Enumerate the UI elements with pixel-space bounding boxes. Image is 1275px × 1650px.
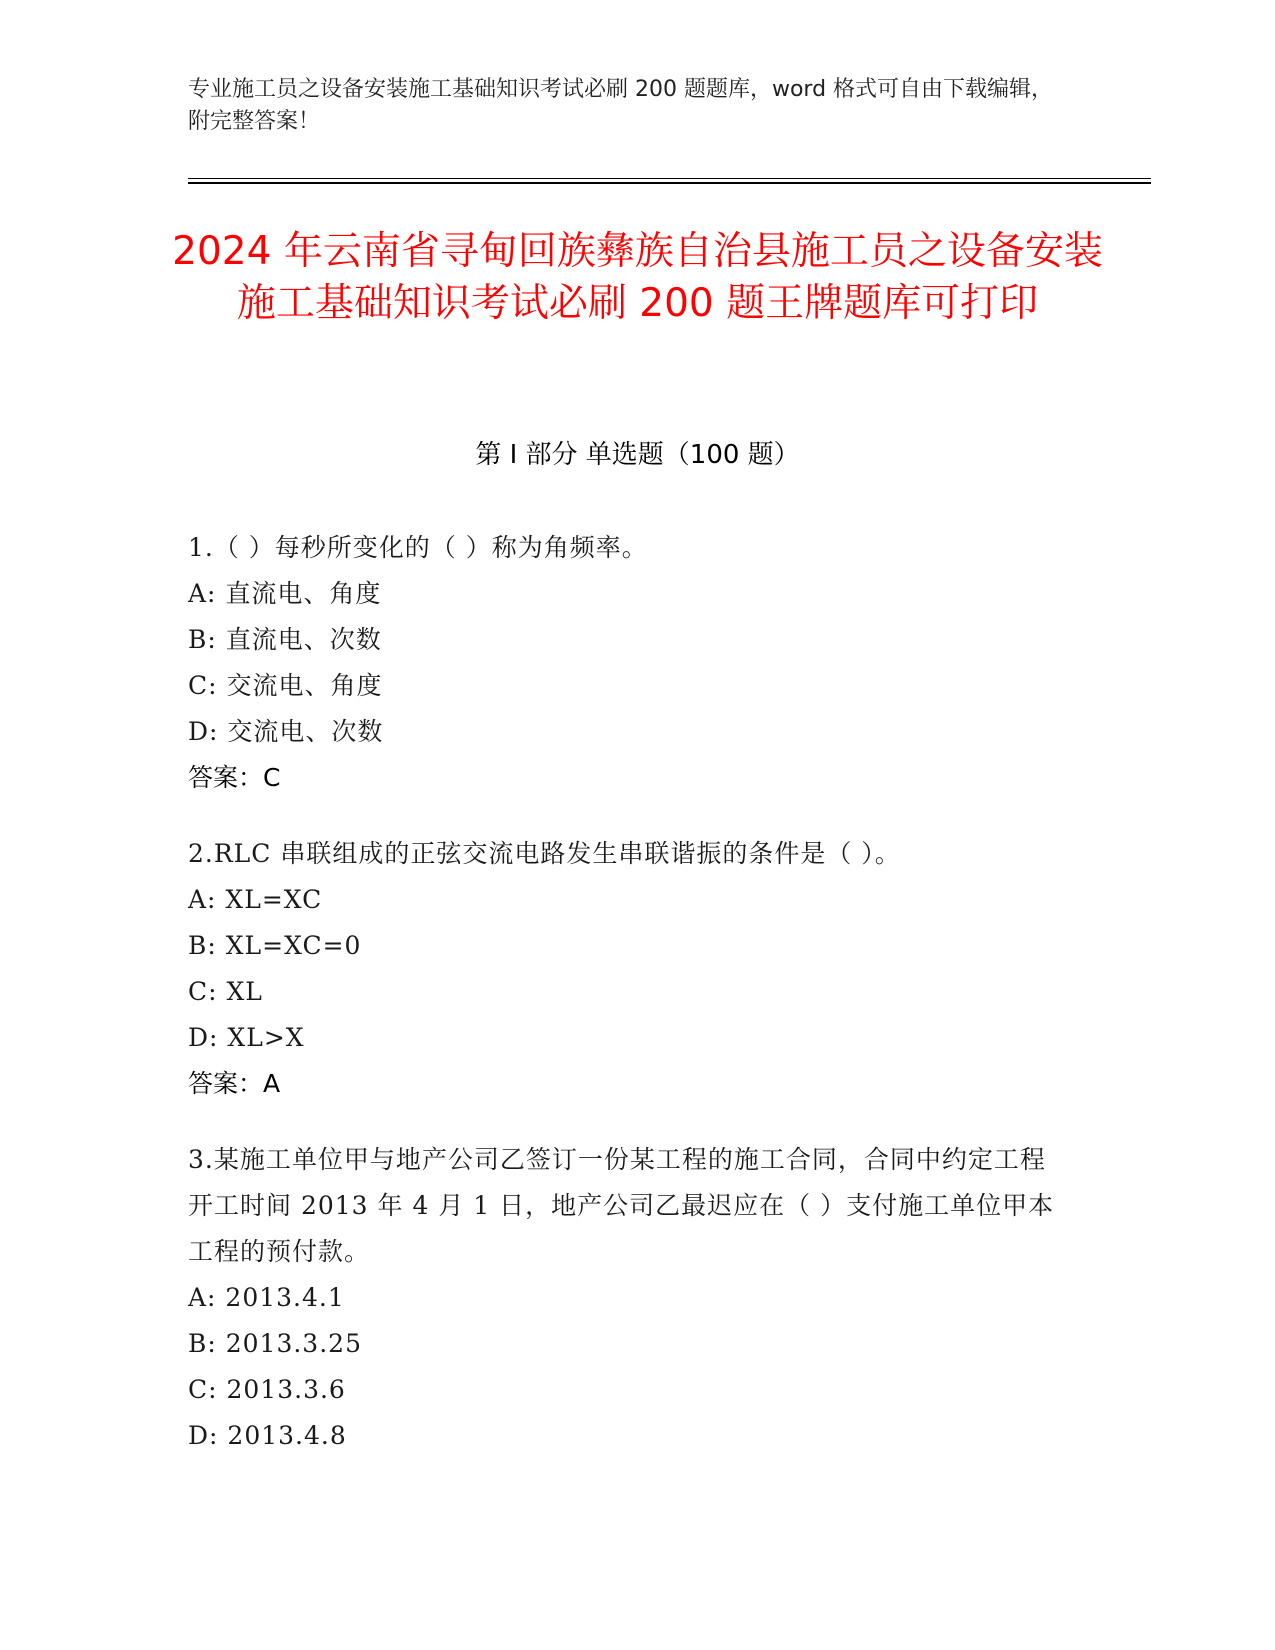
option-b: B: 直流电、次数 bbox=[188, 625, 382, 654]
header-note: 专业施工员之设备安装施工基础知识考试必刷 200 题题库，word 格式可自由下载编辑，附完整答案！ bbox=[188, 77, 1054, 134]
answer: 答案：A bbox=[188, 1069, 281, 1098]
header-divider-thin bbox=[188, 178, 1151, 179]
question-stem: 3.某施工单位甲与地产公司乙签订一份某工程的施工合同，合同中约定工程开工时间 2013 年 4 月 1 日，地产公司乙最迟应在（ ）支付施工单位甲本工程的预付款。 bbox=[188, 1145, 1055, 1266]
answer: 答案：C bbox=[188, 763, 281, 792]
document-title: 2024 年云南省寻甸回族彝族自治县施工员之设备安装施工基础知识考试必刷 200 题王牌题库可打印 bbox=[172, 229, 1103, 326]
option-c: C: 交流电、角度 bbox=[188, 671, 383, 700]
option-c: C: 2013.3.6 bbox=[188, 1375, 346, 1404]
option-b: B: 2013.3.25 bbox=[188, 1329, 362, 1358]
question-stem: 1.（ ）每秒所变化的（ ）称为角频率。 bbox=[188, 533, 648, 562]
option-a: A: 直流电、角度 bbox=[188, 579, 382, 608]
option-d: D: 2013.4.8 bbox=[188, 1421, 347, 1450]
question-list bbox=[188, 525, 1068, 1489]
option-d: D: XL>X bbox=[188, 1023, 305, 1052]
option-b: B: XL=XC=0 bbox=[188, 931, 362, 960]
option-a: A: 2013.4.1 bbox=[188, 1283, 345, 1312]
option-d: D: 交流电、次数 bbox=[188, 717, 384, 746]
question-1 bbox=[188, 525, 1068, 801]
question-stem: 2.RLC 串联组成的正弦交流电路发生串联谐振的条件是（ ）。 bbox=[188, 839, 901, 868]
option-a: A: XL=XC bbox=[188, 885, 323, 914]
option-c: C: XL bbox=[188, 977, 263, 1006]
section-title: 第 I 部分 单选题（100 题） bbox=[475, 440, 800, 470]
question-3 bbox=[188, 1137, 1068, 1459]
question-2 bbox=[188, 831, 1068, 1107]
header-divider-thick bbox=[188, 182, 1151, 184]
